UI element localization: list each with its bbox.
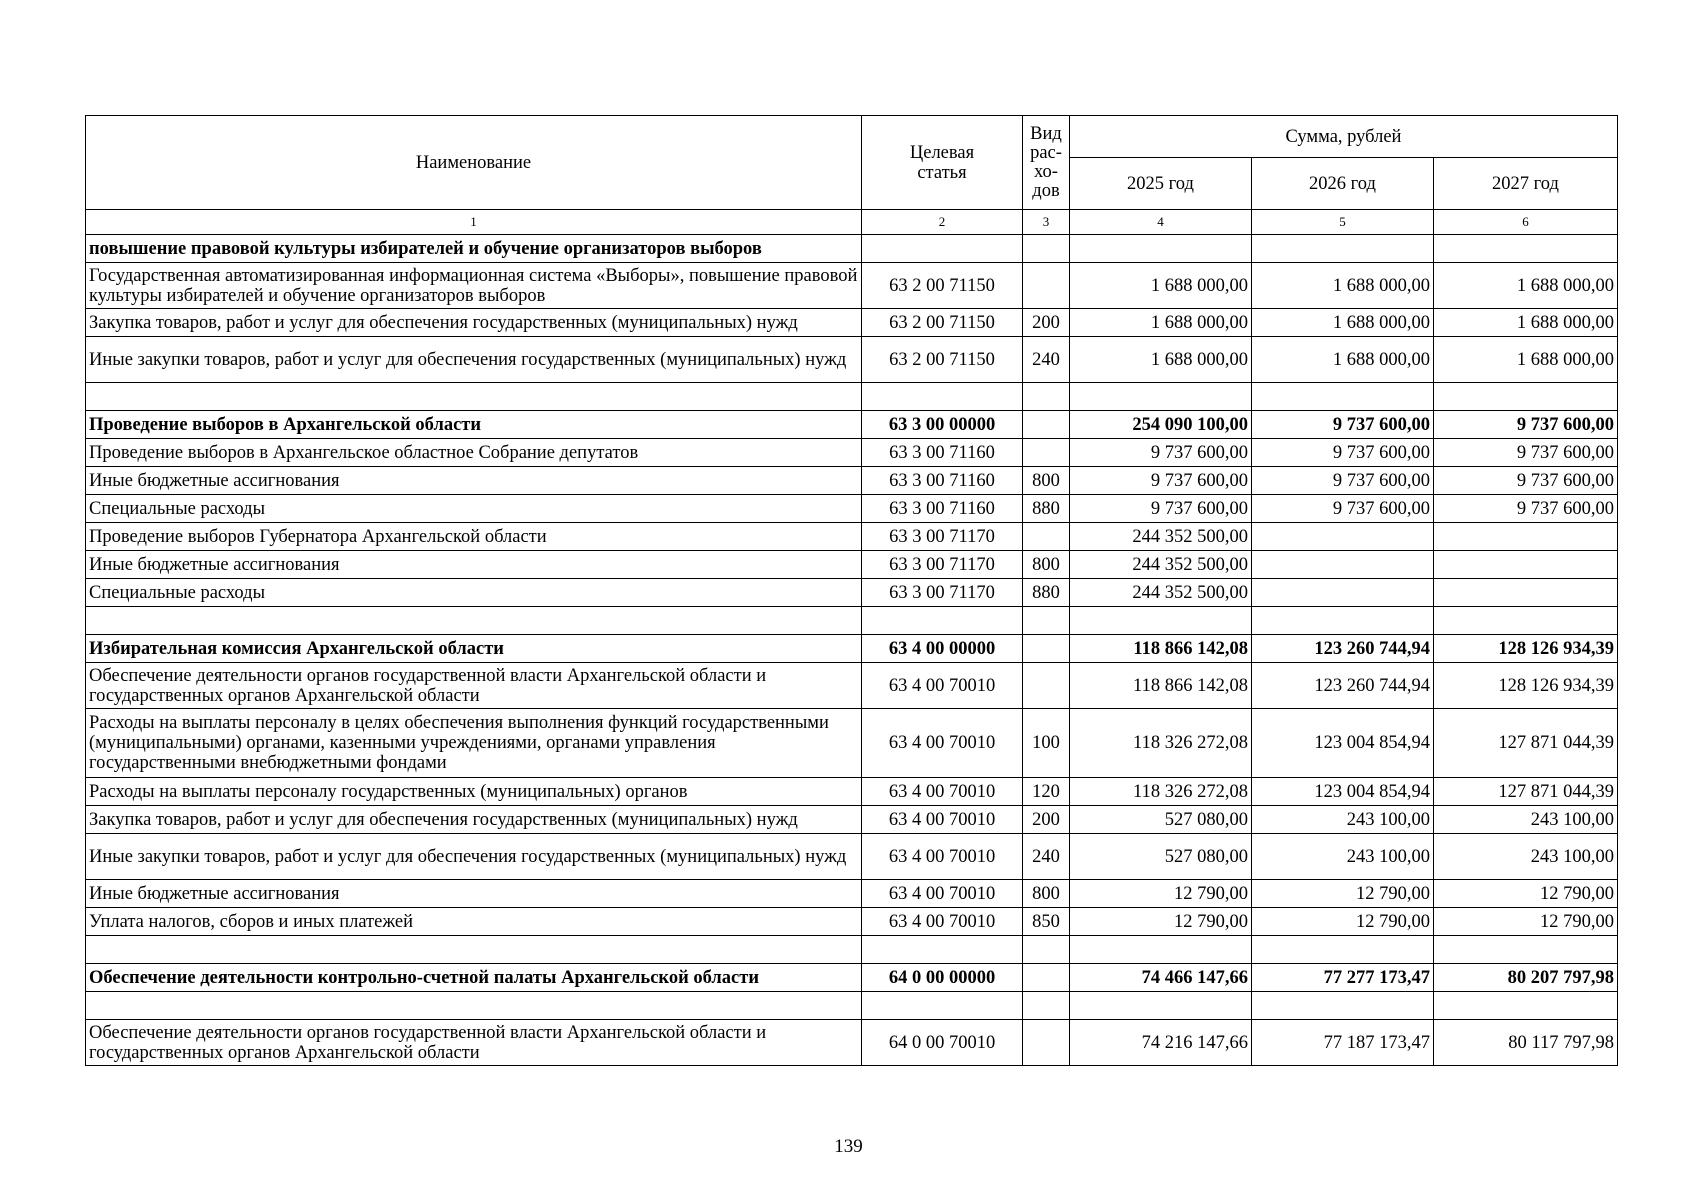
row-expense-type: 200	[1023, 309, 1070, 337]
row-amount-2027: 80 117 797,98	[1434, 1020, 1618, 1066]
row-expense-type: 240	[1023, 337, 1070, 383]
row-target-article	[862, 936, 1023, 964]
budget-rows	[86, 235, 1618, 1066]
row-amount-2025	[1070, 235, 1252, 263]
table-row	[86, 1020, 1618, 1066]
row-expense-type	[1023, 635, 1070, 663]
row-amount-2026: 123 260 744,94	[1252, 635, 1434, 663]
row-amount-2027: 128 126 934,39	[1434, 663, 1618, 709]
row-name: Иные закупки товаров, работ и услуг для обеспечения государственных (муниципальных) нужд	[86, 337, 862, 383]
row-target-article: 63 4 00 00000	[862, 635, 1023, 663]
row-expense-type	[1023, 523, 1070, 551]
header-year-2027: 2027 год	[1434, 158, 1618, 210]
table-row	[86, 263, 1618, 309]
row-name: Государственная автоматизированная информационная система «Выборы», повышение правовой культуры избирателей и обучение организаторов выборов	[86, 263, 862, 309]
table-row	[86, 439, 1618, 467]
col-number: 4	[1070, 210, 1252, 235]
row-expense-type	[1023, 411, 1070, 439]
row-amount-2025: 118 326 272,08	[1070, 709, 1252, 778]
row-expense-type	[1023, 992, 1070, 1020]
table-row	[86, 992, 1618, 1020]
header-target-article-line: Целевая	[909, 142, 975, 163]
row-amount-2025: 74 466 147,66	[1070, 964, 1252, 992]
row-amount-2025: 527 080,00	[1070, 806, 1252, 834]
row-name: Расходы на выплаты персоналу в целях обеспечения выполнения функций государственными (муниципальными) органами, казенными учреждениями, органами управления государственными внебюджетными фондами	[86, 709, 862, 778]
row-name: Специальные расходы	[86, 579, 862, 607]
row-target-article: 64 0 00 70010	[862, 1020, 1023, 1066]
row-amount-2025: 527 080,00	[1070, 834, 1252, 880]
row-name: Избирательная комиссия Архангельской области	[86, 635, 862, 663]
row-amount-2027	[1434, 551, 1618, 579]
row-amount-2025: 254 090 100,00	[1070, 411, 1252, 439]
row-amount-2026: 12 790,00	[1252, 908, 1434, 936]
row-amount-2027: 128 126 934,39	[1434, 635, 1618, 663]
row-amount-2026: 123 004 854,94	[1252, 778, 1434, 806]
row-amount-2027: 127 871 044,39	[1434, 778, 1618, 806]
row-expense-type: 880	[1023, 495, 1070, 523]
row-amount-2027: 1 688 000,00	[1434, 337, 1618, 383]
table-row	[86, 607, 1618, 635]
row-name	[86, 607, 862, 635]
row-expense-type: 800	[1023, 551, 1070, 579]
header-expense-type-line: дов	[1032, 180, 1060, 201]
row-name: Закупка товаров, работ и услуг для обеспечения государственных (муниципальных) нужд	[86, 806, 862, 834]
row-target-article: 63 3 00 71170	[862, 551, 1023, 579]
row-amount-2027: 12 790,00	[1434, 908, 1618, 936]
row-amount-2027	[1434, 235, 1618, 263]
header-expense-type-line: хо-	[1034, 161, 1058, 182]
row-expense-type	[1023, 663, 1070, 709]
row-amount-2025: 9 737 600,00	[1070, 495, 1252, 523]
table-row	[86, 551, 1618, 579]
row-amount-2027: 1 688 000,00	[1434, 309, 1618, 337]
row-amount-2025	[1070, 607, 1252, 635]
row-expense-type	[1023, 607, 1070, 635]
row-amount-2026: 9 737 600,00	[1252, 439, 1434, 467]
row-expense-type: 880	[1023, 579, 1070, 607]
header-name: Наименование	[86, 116, 862, 210]
row-expense-type: 850	[1023, 908, 1070, 936]
row-amount-2025: 118 866 142,08	[1070, 663, 1252, 709]
table-row	[86, 635, 1618, 663]
row-target-article: 63 4 00 70010	[862, 778, 1023, 806]
row-amount-2025: 9 737 600,00	[1070, 439, 1252, 467]
row-amount-2025: 12 790,00	[1070, 908, 1252, 936]
row-target-article	[862, 607, 1023, 635]
row-amount-2026	[1252, 523, 1434, 551]
row-name: Иные бюджетные ассигнования	[86, 880, 862, 908]
header-expense-type-line: Вид	[1030, 123, 1062, 144]
table-row	[86, 523, 1618, 551]
row-expense-type	[1023, 439, 1070, 467]
row-name	[86, 936, 862, 964]
col-number: 1	[86, 210, 862, 235]
row-amount-2026: 123 004 854,94	[1252, 709, 1434, 778]
col-number: 5	[1252, 210, 1434, 235]
row-amount-2025: 244 352 500,00	[1070, 551, 1252, 579]
row-amount-2026: 9 737 600,00	[1252, 467, 1434, 495]
table-row	[86, 663, 1618, 709]
row-target-article: 63 4 00 70010	[862, 806, 1023, 834]
row-expense-type	[1023, 383, 1070, 411]
table-row	[86, 383, 1618, 411]
row-name: Обеспечение деятельности органов государственной власти Архангельской области и государственных органов Архангельской области	[86, 1020, 862, 1066]
table-row	[86, 880, 1618, 908]
row-target-article: 63 3 00 71160	[862, 495, 1023, 523]
table-row	[86, 709, 1618, 778]
row-amount-2027	[1434, 579, 1618, 607]
row-amount-2027: 243 100,00	[1434, 806, 1618, 834]
row-amount-2026: 9 737 600,00	[1252, 495, 1434, 523]
table-row	[86, 467, 1618, 495]
row-expense-type	[1023, 1020, 1070, 1066]
page-number: 139	[834, 1136, 863, 1157]
row-amount-2027: 127 871 044,39	[1434, 709, 1618, 778]
row-name: Обеспечение деятельности органов государственной власти Архангельской области и государственных органов Архангельской области	[86, 663, 862, 709]
header-target-article	[862, 116, 1023, 210]
row-amount-2027: 243 100,00	[1434, 834, 1618, 880]
row-amount-2026	[1252, 235, 1434, 263]
row-name: Проведение выборов в Архангельской области	[86, 411, 862, 439]
row-amount-2027	[1434, 523, 1618, 551]
budget-table	[85, 115, 1618, 1066]
header-year-2025: 2025 год	[1070, 158, 1252, 210]
table-row	[86, 337, 1618, 383]
row-amount-2026: 12 790,00	[1252, 880, 1434, 908]
table-row	[86, 806, 1618, 834]
header-sum: Сумма, рублей	[1070, 116, 1618, 158]
row-name: Обеспечение деятельности контрольно-счетной палаты Архангельской области	[86, 964, 862, 992]
budget-page	[85, 115, 1617, 1066]
row-name	[86, 992, 862, 1020]
row-target-article: 63 3 00 00000	[862, 411, 1023, 439]
row-target-article: 63 3 00 71170	[862, 579, 1023, 607]
table-row	[86, 579, 1618, 607]
row-name	[86, 383, 862, 411]
table-row	[86, 495, 1618, 523]
row-expense-type: 800	[1023, 880, 1070, 908]
row-amount-2027: 1 688 000,00	[1434, 263, 1618, 309]
row-expense-type: 200	[1023, 806, 1070, 834]
row-name: Специальные расходы	[86, 495, 862, 523]
row-amount-2026	[1252, 936, 1434, 964]
row-amount-2027: 9 737 600,00	[1434, 467, 1618, 495]
col-number: 6	[1434, 210, 1618, 235]
row-amount-2025: 1 688 000,00	[1070, 263, 1252, 309]
row-name: Закупка товаров, работ и услуг для обеспечения государственных (муниципальных) нужд	[86, 309, 862, 337]
table-row	[86, 778, 1618, 806]
row-target-article: 63 4 00 70010	[862, 663, 1023, 709]
row-amount-2025: 244 352 500,00	[1070, 523, 1252, 551]
row-name: Проведение выборов Губернатора Архангельской области	[86, 523, 862, 551]
row-amount-2027: 12 790,00	[1434, 880, 1618, 908]
row-name: повышение правовой культуры избирателей и обучение организаторов выборов	[86, 235, 862, 263]
header-year-2026: 2026 год	[1252, 158, 1434, 210]
row-amount-2025: 244 352 500,00	[1070, 579, 1252, 607]
row-amount-2025: 1 688 000,00	[1070, 337, 1252, 383]
col-number: 3	[1023, 210, 1070, 235]
row-target-article: 64 0 00 00000	[862, 964, 1023, 992]
table-row	[86, 936, 1618, 964]
row-target-article	[862, 383, 1023, 411]
row-amount-2026: 123 260 744,94	[1252, 663, 1434, 709]
row-expense-type	[1023, 263, 1070, 309]
row-amount-2027	[1434, 383, 1618, 411]
row-amount-2026	[1252, 579, 1434, 607]
row-target-article	[862, 992, 1023, 1020]
row-target-article: 63 4 00 70010	[862, 834, 1023, 880]
row-expense-type	[1023, 936, 1070, 964]
row-amount-2025	[1070, 992, 1252, 1020]
row-amount-2027: 9 737 600,00	[1434, 495, 1618, 523]
row-expense-type	[1023, 235, 1070, 263]
table-row	[86, 235, 1618, 263]
row-amount-2027: 80 207 797,98	[1434, 964, 1618, 992]
col-number: 2	[862, 210, 1023, 235]
row-target-article	[862, 235, 1023, 263]
row-amount-2025	[1070, 936, 1252, 964]
row-target-article: 63 2 00 71150	[862, 309, 1023, 337]
row-amount-2027	[1434, 607, 1618, 635]
row-name: Иные бюджетные ассигнования	[86, 467, 862, 495]
row-amount-2026	[1252, 551, 1434, 579]
header-expense-type	[1023, 116, 1070, 210]
row-target-article: 63 3 00 71160	[862, 439, 1023, 467]
table-row	[86, 964, 1618, 992]
row-expense-type	[1023, 964, 1070, 992]
header-target-article-line: статья	[917, 162, 967, 183]
table-row	[86, 411, 1618, 439]
row-target-article: 63 2 00 71150	[862, 263, 1023, 309]
row-amount-2026: 243 100,00	[1252, 806, 1434, 834]
row-amount-2026: 1 688 000,00	[1252, 337, 1434, 383]
header-expense-type-line: рас-	[1030, 142, 1062, 163]
row-expense-type: 100	[1023, 709, 1070, 778]
row-name: Иные закупки товаров, работ и услуг для обеспечения государственных (муниципальных) нужд	[86, 834, 862, 880]
row-amount-2026: 1 688 000,00	[1252, 263, 1434, 309]
table-row	[86, 309, 1618, 337]
row-name: Расходы на выплаты персоналу государственных (муниципальных) органов	[86, 778, 862, 806]
table-row	[86, 908, 1618, 936]
row-target-article: 63 2 00 71150	[862, 337, 1023, 383]
row-expense-type: 240	[1023, 834, 1070, 880]
row-amount-2025	[1070, 383, 1252, 411]
row-amount-2027	[1434, 936, 1618, 964]
row-amount-2026: 243 100,00	[1252, 834, 1434, 880]
row-name: Проведение выборов в Архангельское областное Собрание депутатов	[86, 439, 862, 467]
row-amount-2025: 1 688 000,00	[1070, 309, 1252, 337]
row-target-article: 63 4 00 70010	[862, 709, 1023, 778]
row-amount-2027: 9 737 600,00	[1434, 439, 1618, 467]
row-amount-2026: 9 737 600,00	[1252, 411, 1434, 439]
row-expense-type: 120	[1023, 778, 1070, 806]
row-amount-2027: 9 737 600,00	[1434, 411, 1618, 439]
row-target-article: 63 3 00 71170	[862, 523, 1023, 551]
row-target-article: 63 4 00 70010	[862, 908, 1023, 936]
row-amount-2025: 118 866 142,08	[1070, 635, 1252, 663]
row-amount-2026: 77 277 173,47	[1252, 964, 1434, 992]
row-amount-2026: 77 187 173,47	[1252, 1020, 1434, 1066]
row-amount-2026	[1252, 607, 1434, 635]
row-target-article: 63 4 00 70010	[862, 880, 1023, 908]
row-amount-2025: 12 790,00	[1070, 880, 1252, 908]
row-amount-2026	[1252, 383, 1434, 411]
table-row	[86, 834, 1618, 880]
row-target-article: 63 3 00 71160	[862, 467, 1023, 495]
row-amount-2027	[1434, 992, 1618, 1020]
row-amount-2026	[1252, 992, 1434, 1020]
row-name: Уплата налогов, сборов и иных платежей	[86, 908, 862, 936]
row-amount-2026: 1 688 000,00	[1252, 309, 1434, 337]
row-amount-2025: 74 216 147,66	[1070, 1020, 1252, 1066]
row-expense-type: 800	[1023, 467, 1070, 495]
row-amount-2025: 118 326 272,08	[1070, 778, 1252, 806]
row-name: Иные бюджетные ассигнования	[86, 551, 862, 579]
row-amount-2025: 9 737 600,00	[1070, 467, 1252, 495]
